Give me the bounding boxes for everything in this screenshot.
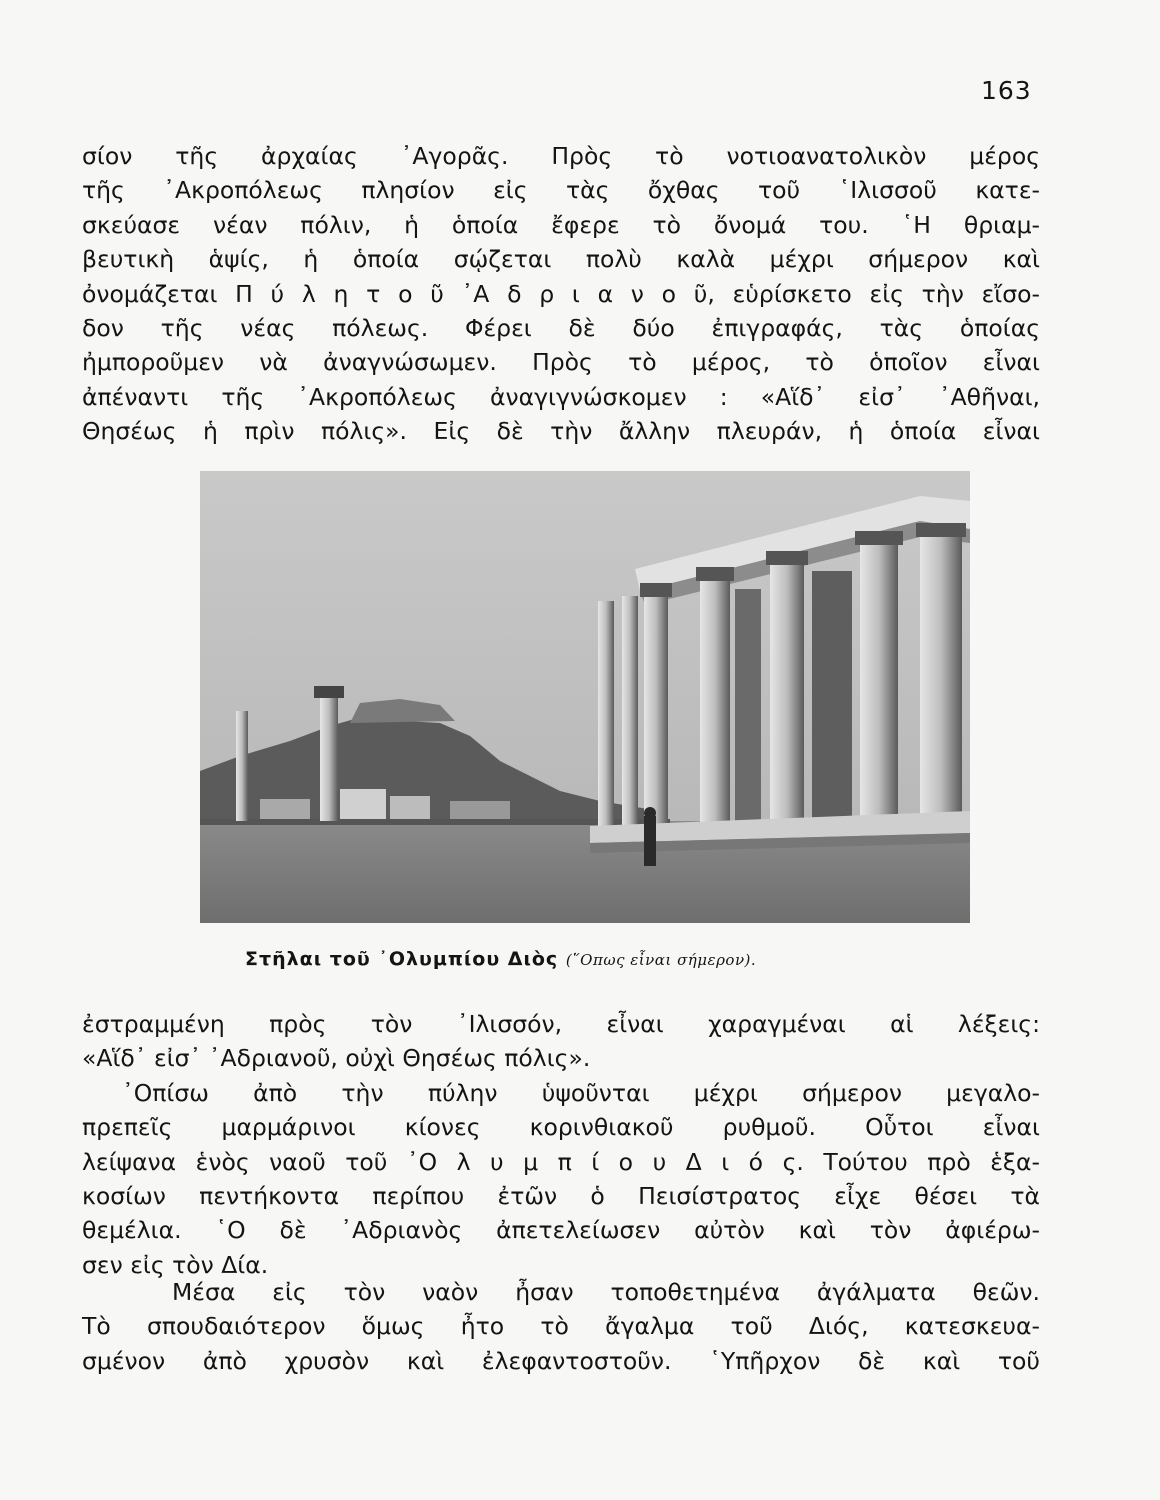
text-line: θεμέλια. ῾Ο δὲ ᾿Αδριανὸς ἀπετελείωσεν αὐτὸν καὶ τὸν ἀφιέρω- [82,1216,1040,1245]
paragraph-3 [82,1275,1040,1378]
figure-caption [245,948,756,970]
text-line: κοσίων πεντήκοντα περίπου ἐτῶν ὁ Πεισίστρατος εἶχε θέσει τὰ [82,1182,1040,1211]
text-line: ἠμποροῦμεν νὰ ἀναγνώσωμεν. Πρὸς τὸ μέρος, τὸ ὁποῖον εἶναι [82,348,1040,377]
paragraph-2 [82,1007,1040,1282]
text-line: ἐστραμμένη πρὸς τὸν ᾿Ιλισσόν, εἶναι χαραγμέναι αἱ λέξεις: [82,1010,1040,1038]
text-line: βευτικὴ ἁψίς, ἡ ὁποία σῴζεται πολὺ καλὰ μέχρι σήμερον καὶ [82,245,1040,274]
paragraph-1 [82,139,1040,449]
caption-note: (῞Οπως εἶναι σήμερον). [565,951,757,969]
text-line: τῆς ᾿Ακροπόλεως πλησίον εἰς τὰς ὄχθας τοῦ ῾Ιλισσοῦ κατε- [82,176,1040,205]
text-line: σίον τῆς ἀρχαίας ᾿Αγορᾶς. Πρὸς τὸ νοτιοανατολικὸν μέρος [82,142,1040,170]
text-line: Θησέως ἡ πρὶν πόλις». Εἰς δὲ τὴν ἄλλην πλευράν, ἡ ὁποία εἶναι [82,417,1040,446]
text-line: Μέσα εἰς τὸν ναὸν ἦσαν τοποθετημένα ἀγάλματα θεῶν. [172,1278,1040,1306]
text-line: ἀπέναντι τῆς ᾿Ακροπόλεως ἀναγιγνώσκομεν : «Αἵδ᾿ εἰσ᾿ ᾿Αθῆναι, [82,382,1040,411]
text-line: «Αἵδ᾿ εἰσ᾿ ᾿Αδριανοῦ, οὐχὶ Θησέως πόλις». [82,1044,591,1073]
text-line: ᾿Οπίσω ἀπὸ τὴν πύλην ὑψοῦνται μέχρι σήμερον μεγαλο- [122,1078,1040,1107]
text-line: σκεύασε νέαν πόλιν, ἡ ὁποία ἔφερε τὸ ὄνομά του. ῾Η θριαμ- [82,210,1040,239]
person [644,816,656,866]
text-line: δον τῆς νέας πόλεως. Φέρει δὲ δύο ἐπιγραφάς, τὰς ὁποίας [82,314,1040,343]
text-line: σεν εἰς τὸν Δία. [82,1250,269,1279]
text-line: σμένον ἀπὸ χρυσὸν καὶ ἐλεφαντοστοῦν. ῾Υπῆρχον δὲ καὶ τοῦ [82,1346,1040,1375]
page-number: 163 [981,76,1032,105]
text-line: πρεπεῖς μαρμάρινοι κίονες κορινθιακοῦ ρυθμοῦ. Οὗτοι εἶναι [82,1113,1040,1142]
text-line: Τὸ σπουδαιότερον ὅμως ἦτο τὸ ἄγαλμα τοῦ Διός, κατεσκευα- [82,1312,1040,1341]
caption-title: Στῆλαι τοῦ ᾿Ολυμπίου Διὸς [245,948,559,970]
text-line: ὀνομάζεται Π ύ λ η τ ο ῦ ᾿Α δ ρ ι α ν ο ῦ, εὑρίσκετο εἰς τὴν εἴσο- [82,279,1040,308]
text-line: λείψανα ἑνὸς ναοῦ τοῦ ᾿Ο λ υ μ π ί ο υ Δ ι ό ς. Τούτου πρὸ ἑξα- [82,1147,1040,1176]
photo-olympieion-columns [200,471,970,923]
